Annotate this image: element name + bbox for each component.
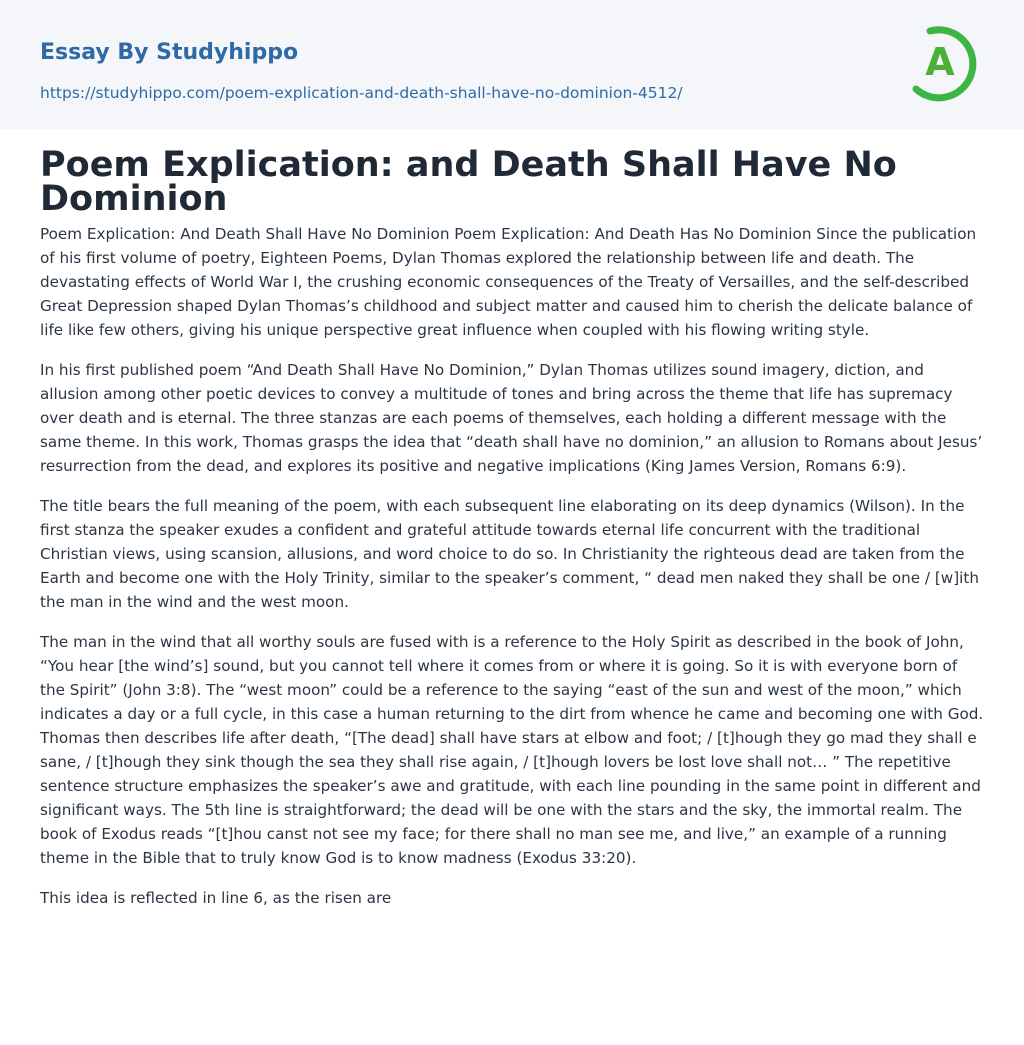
essay-paragraph: The man in the wind that all worthy souls are fused with is a reference to the Holy Spirit as described in the book of John, “You hear [the wind’s] sound, but you cannot tell where it comes from or where it is going. So it is with everyone born of the Spirit” (John 3:8). The “west moon” could be a reference to the saying “east of the sun and west of the moon,” which indicates a day or a full cycle, in this case a human returning to the dirt from whence he came and becoming one with God. Thomas then describes life after death, “[The dead] shall have stars at elbow and foot; / [t]hough they go mad they shall e sane, / [t]hough they sink though the sea they shall rise again, / [t]hough lovers be lost love shall not… ” The repetitive sentence structure emphasizes the speaker’s awe and gratitude, with each line pounding in the same point in different and significant ways. The 5th line is straightforward; the dead will be one with the stars and the sky, the immortal realm. The book of Exodus reads “[t]hou canst not see my face; for there shall no man see me, and live,” an example of a running theme in the Bible that to truly know God is to know madness (Exodus 33:20).	[40, 633, 984, 867]
essay-paragraph: The title bears the full meaning of the poem, with each subsequent line elaborating on its deep dynamics (Wilson). In the first stanza the speaker exudes a confident and grateful attitude towards eternal life concurrent with the traditional Christian views, using scansion, allusions, and word choice to do so. In Christianity the righteous dead are taken from the Earth and become one with the Holy Trinity, similar to the speaker’s comment, “ dead men naked they shall be one / [w]ith the man in the wind and the west moon.	[40, 497, 979, 611]
studyhippo-logo[interactable]	[912, 19, 986, 105]
essay-paragraph: Poem Explication: And Death Shall Have No Dominion Poem Explication: And Death Has No Dominion Since the publication of his first volume of poetry, Eighteen Poems, Dylan Thomas explored the relationship between life and death. The devastating effects of World War I, the crushing economic consequences of the Treaty of Versailles, and the self-described Great Depression shaped Dylan Thomas’s childhood and subject matter and caused him to cherish the delicate balance of life like few others, giving his unique perspective great influence when coupled with his flowing writing style.	[40, 225, 977, 339]
essay-content	[0, 129, 1024, 910]
page-title: Poem Explication: and Death Shall Have No Dominion	[40, 145, 897, 219]
essay-url-link[interactable]: https://studyhippo.com/poem-explication-and-death-shall-have-no-dominion-4512/	[40, 84, 683, 102]
site-header	[0, 0, 1024, 129]
site-title[interactable]: Essay By Studyhippo	[40, 40, 299, 65]
logo-ring-icon	[912, 19, 986, 105]
essay-paragraph: In his first published poem “And Death Shall Have No Dominion,” Dylan Thomas utilizes sound imagery, diction, and allusion among other poetic devices to convey a multitude of tones and bring across the theme that life has supremacy over death and is eternal. The three stanzas are each poems of themselves, each holding a different message with the same theme. In this work, Thomas grasps the idea that “death shall have no dominion,” an allusion to Romans about Jesus’ resurrection from the dead, and explores its positive and negative implications (King James Version, Romans 6:9).	[40, 361, 983, 475]
logo-letter: A	[925, 40, 955, 84]
essay-paragraph: This idea is reflected in line 6, as the risen are	[40, 889, 392, 907]
